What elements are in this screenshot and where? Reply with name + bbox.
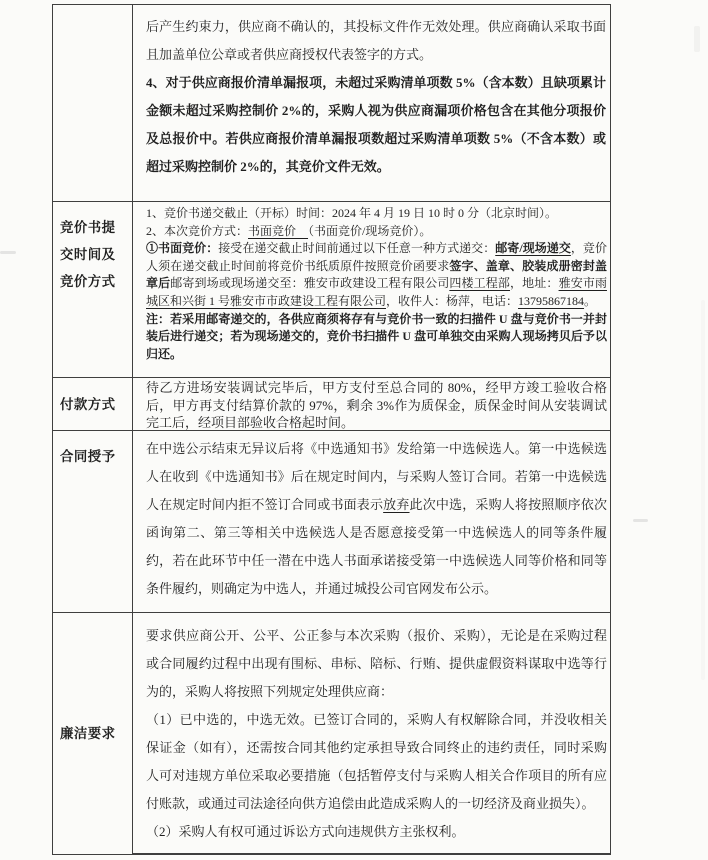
cell-bid-validity-continuation: [133, 5, 610, 202]
paragraph: [146, 13, 606, 69]
text-segment: ，收件人：杨萍，电话：: [386, 293, 519, 308]
paragraph: [146, 706, 607, 818]
paragraph: [146, 818, 607, 846]
text-segment: 后产生约束力，供应商不确认的，其投标文件作无效处理。供应商确认采取书面且加盖单位公章或者供应商授权代表签字的方式。: [146, 19, 606, 62]
underlined-text: 邮寄/现场递交: [495, 241, 571, 256]
underlined-text: 放弃: [383, 497, 410, 512]
text-segment: （2）采购人有权可通过诉讼方式向违规供方主张权利。: [146, 824, 465, 839]
paragraph: [146, 205, 607, 223]
row-header-contract-award: 合同授予: [53, 431, 133, 613]
row-header-bid-submission-time-method: 竞价书提交时间及竞价方式: [53, 202, 133, 378]
row-header-integrity-requirements: 廉洁要求: [53, 613, 133, 854]
row-header-payment-method: 付款方式: [53, 378, 133, 431]
text-segment: 此次中选，采购人将按照顺序依次函询第二、第三等相关中选候选人是否愿意接受第一中选候选人的同等条件履约，若在此环节中任一潜在中选人书面承诺接受第一中选候选人同等价格和同等条件履约，则确定为中选人，并通过城投公司官网发布公示。: [146, 497, 607, 596]
text-segment: 在中选公示结束无异议后将《中选通知书》发给第一中选候选人。第一中选候选人在收到《中选通知书》后在规定时间内，与采购人签订合同。若第一中选候选人在规定时间内拒不签订合同或书面表示: [146, 441, 607, 512]
cell-payment-method: [133, 378, 610, 431]
paragraph: [146, 311, 607, 364]
procurement-terms-table: [52, 4, 611, 855]
underlined-text: 雅安市雨城区和兴街 1 号雅安市市政建设工程有限公司: [146, 276, 607, 308]
underlined-text: 书面竞价: [248, 223, 309, 238]
bold-text: ①书面竞价：: [146, 241, 219, 256]
text-segment: 2、本次竞价方式：: [146, 223, 249, 238]
paragraph: [146, 240, 607, 310]
paragraph: [146, 69, 606, 181]
paragraph: [146, 622, 607, 706]
scan-mark: [0, 251, 16, 254]
cell-bid-submission-time-method: [133, 202, 610, 378]
paragraph: [146, 435, 607, 603]
bold-text: 签字、盖章、胶装成册密封盖章后: [146, 258, 607, 291]
text-segment: 。: [584, 293, 597, 308]
paragraph: [146, 379, 607, 431]
bold-text: 注：若采用邮寄递交的，各供应商须将存有与竞价书一致的扫描件 U 盘与竞价书一并封装后进行递交；若为现场递交的，竞价书扫描件 U 盘可单独交由采购人现场拷贝后予以归还。: [146, 311, 607, 361]
text-segment: （书面竞价/现场竞价）。: [308, 223, 432, 238]
text-segment: 1、竞价书递交截止（开标）时间：2024 年 4 月 19 日 10 时 0 分（北京时间）。: [146, 206, 558, 220]
row-header-continuation: [53, 5, 133, 202]
bold-text: 4、对于供应商报价清单漏报项，未超过采购清单项数 5%（含本数）且缺项累计金额未超过采购控制价 2%的，采购人视为供应商漏项价格包含在其他分项报价及总报价中。若供应商报价清单漏报项数超过采购清单项数 5%（不含本数）或超过采购控制价 2%的，其竞价文件无效。: [146, 75, 606, 174]
scan-mark: [694, 26, 700, 52]
cell-integrity-requirements: [133, 613, 610, 854]
text-segment: 接受在递交截止时间前通过以下任意一种方式递交：: [218, 241, 496, 256]
text-segment: 邮寄到场或现场递交至：雅安市政建设工程有限公司: [170, 276, 450, 291]
cell-contract-award: [133, 431, 610, 613]
underlined-text: 13795867184: [518, 293, 585, 308]
scan-mark: [633, 519, 648, 522]
text-segment: ，地址：: [510, 276, 559, 291]
underlined-text: 四楼工程部: [449, 276, 511, 291]
paragraph: [146, 223, 607, 241]
text-segment: 待乙方进场安装调试完毕后，甲方支付至总合同的 80%，经甲方竣工验收合格后，甲方再支付结算价款的 97%，剩余 3%作为质保金，质保金时间从安装调试完工后，经项目部验收合格起时间。: [146, 380, 607, 431]
text-segment: 要求供应商公开、公平、公正参与本次采购（报价、采购），无论是在采购过程或合同履约过程中出现有围标、串标、陪标、行贿、提供虚假资料谋取中选等行为的，采购人将按照下列规定处理供应商：: [146, 628, 607, 699]
text-segment: ，竞价人须在递交截止时间前将竞价书纸质原件按照竞价函要求: [146, 241, 607, 273]
text-segment: （1）已中选的，中选无效。已签订合同的，采购人有权解除合同，并没收相关保证金（如有），还需按合同其他约定承担导致合同终止的违约责任，同时采购人可对违规方单位采取必要措施（包括暂停支付与采购人相关合作项目的所有应付账款，或通过司法途径向供方追偿由此造成采购人的一切经济及商业损失）。: [146, 712, 607, 811]
scan-mark: [701, 300, 705, 680]
